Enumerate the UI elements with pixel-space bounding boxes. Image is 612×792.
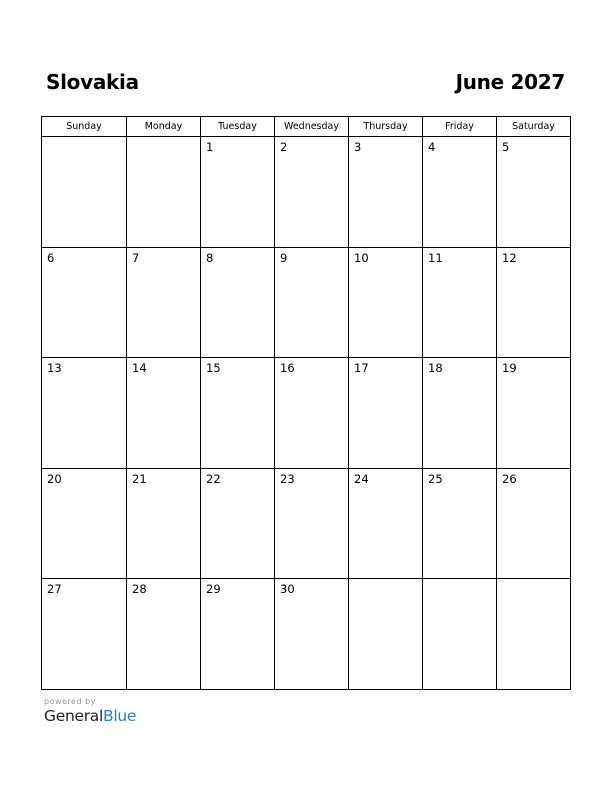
week-row: [42, 247, 571, 358]
week-row: [42, 468, 571, 579]
day-cell: [275, 137, 349, 248]
day-number: [497, 579, 570, 582]
day-cell: [201, 468, 275, 579]
weekday-sunday: Sunday: [42, 117, 127, 137]
day-cell: [275, 579, 349, 690]
week-row: [42, 358, 571, 469]
day-cell: [497, 137, 571, 248]
day-number: 15: [206, 361, 221, 375]
day-number: 30: [280, 582, 295, 596]
day-cell: [423, 247, 497, 358]
day-cell: [42, 579, 127, 690]
day-cell: [423, 579, 497, 690]
brand-footer: [44, 697, 136, 725]
day-cell: [497, 468, 571, 579]
day-number: 8: [206, 250, 214, 265]
day-number: 6: [47, 250, 55, 265]
day-number: 26: [502, 471, 517, 486]
day-number: 18: [428, 361, 443, 375]
day-cell: [497, 247, 571, 358]
day-number: [42, 137, 126, 140]
day-number: 25: [428, 471, 443, 486]
day-number: [127, 137, 200, 140]
powered-by-label: powered by: [44, 697, 96, 706]
day-cell: [201, 137, 275, 248]
weekday-thursday: Thursday: [349, 117, 423, 137]
day-cell: [127, 137, 201, 248]
week-row: [42, 579, 571, 690]
day-number: 7: [132, 250, 140, 265]
day-cell: [201, 358, 275, 469]
day-cell: [127, 358, 201, 469]
day-cell: [349, 247, 423, 358]
day-cell: [349, 358, 423, 469]
weekday-friday: Friday: [423, 117, 497, 137]
day-number: 24: [354, 471, 369, 486]
day-cell: [42, 358, 127, 469]
day-number: 21: [132, 471, 147, 486]
brand-blue: Blue: [102, 707, 137, 725]
day-cell: [275, 468, 349, 579]
day-cell: [497, 358, 571, 469]
day-cell: [42, 468, 127, 579]
day-cell: [42, 247, 127, 358]
day-number: 20: [47, 471, 62, 486]
day-number: 27: [47, 582, 62, 596]
day-number: 9: [280, 250, 288, 265]
day-number: 3: [354, 140, 362, 154]
day-number: 14: [132, 361, 147, 375]
day-number: 2: [280, 140, 288, 154]
day-cell: [127, 247, 201, 358]
weekday-wednesday: Wednesday: [275, 117, 349, 137]
day-cell: [275, 358, 349, 469]
day-cell: [423, 468, 497, 579]
weekday-saturday: Saturday: [497, 117, 571, 137]
country-title: Slovakia: [46, 70, 139, 94]
day-number: 22: [206, 471, 221, 486]
day-number: 11: [428, 250, 443, 265]
day-number: 4: [428, 140, 436, 154]
day-cell: [127, 468, 201, 579]
month-title: June 2027: [455, 70, 565, 94]
day-number: 29: [206, 582, 221, 596]
day-cell: [201, 247, 275, 358]
brand-logo: [44, 707, 136, 725]
day-number: 23: [280, 471, 295, 486]
day-number: 10: [354, 250, 369, 265]
day-number: 5: [502, 140, 510, 154]
day-cell: [497, 579, 571, 690]
weekday-monday: Monday: [127, 117, 201, 137]
day-number: 17: [354, 361, 369, 375]
day-cell: [423, 358, 497, 469]
day-number: 13: [47, 361, 62, 375]
day-number: 28: [132, 582, 147, 596]
day-cell: [349, 468, 423, 579]
day-number: 1: [206, 140, 214, 154]
day-number: 19: [502, 361, 517, 375]
day-cell: [349, 579, 423, 690]
day-number: [423, 579, 496, 582]
week-row: [42, 137, 571, 248]
day-cell: [423, 137, 497, 248]
day-number: 16: [280, 361, 295, 375]
day-cell: [127, 579, 201, 690]
day-number: 12: [502, 250, 517, 265]
day-cell: [201, 579, 275, 690]
day-cell: [349, 137, 423, 248]
calendar-grid: [41, 116, 571, 690]
weekday-header-row: [42, 117, 571, 137]
brand-general: General: [44, 707, 103, 725]
day-cell: [42, 137, 127, 248]
weekday-tuesday: Tuesday: [201, 117, 275, 137]
day-cell: [275, 247, 349, 358]
day-number: [349, 579, 422, 582]
